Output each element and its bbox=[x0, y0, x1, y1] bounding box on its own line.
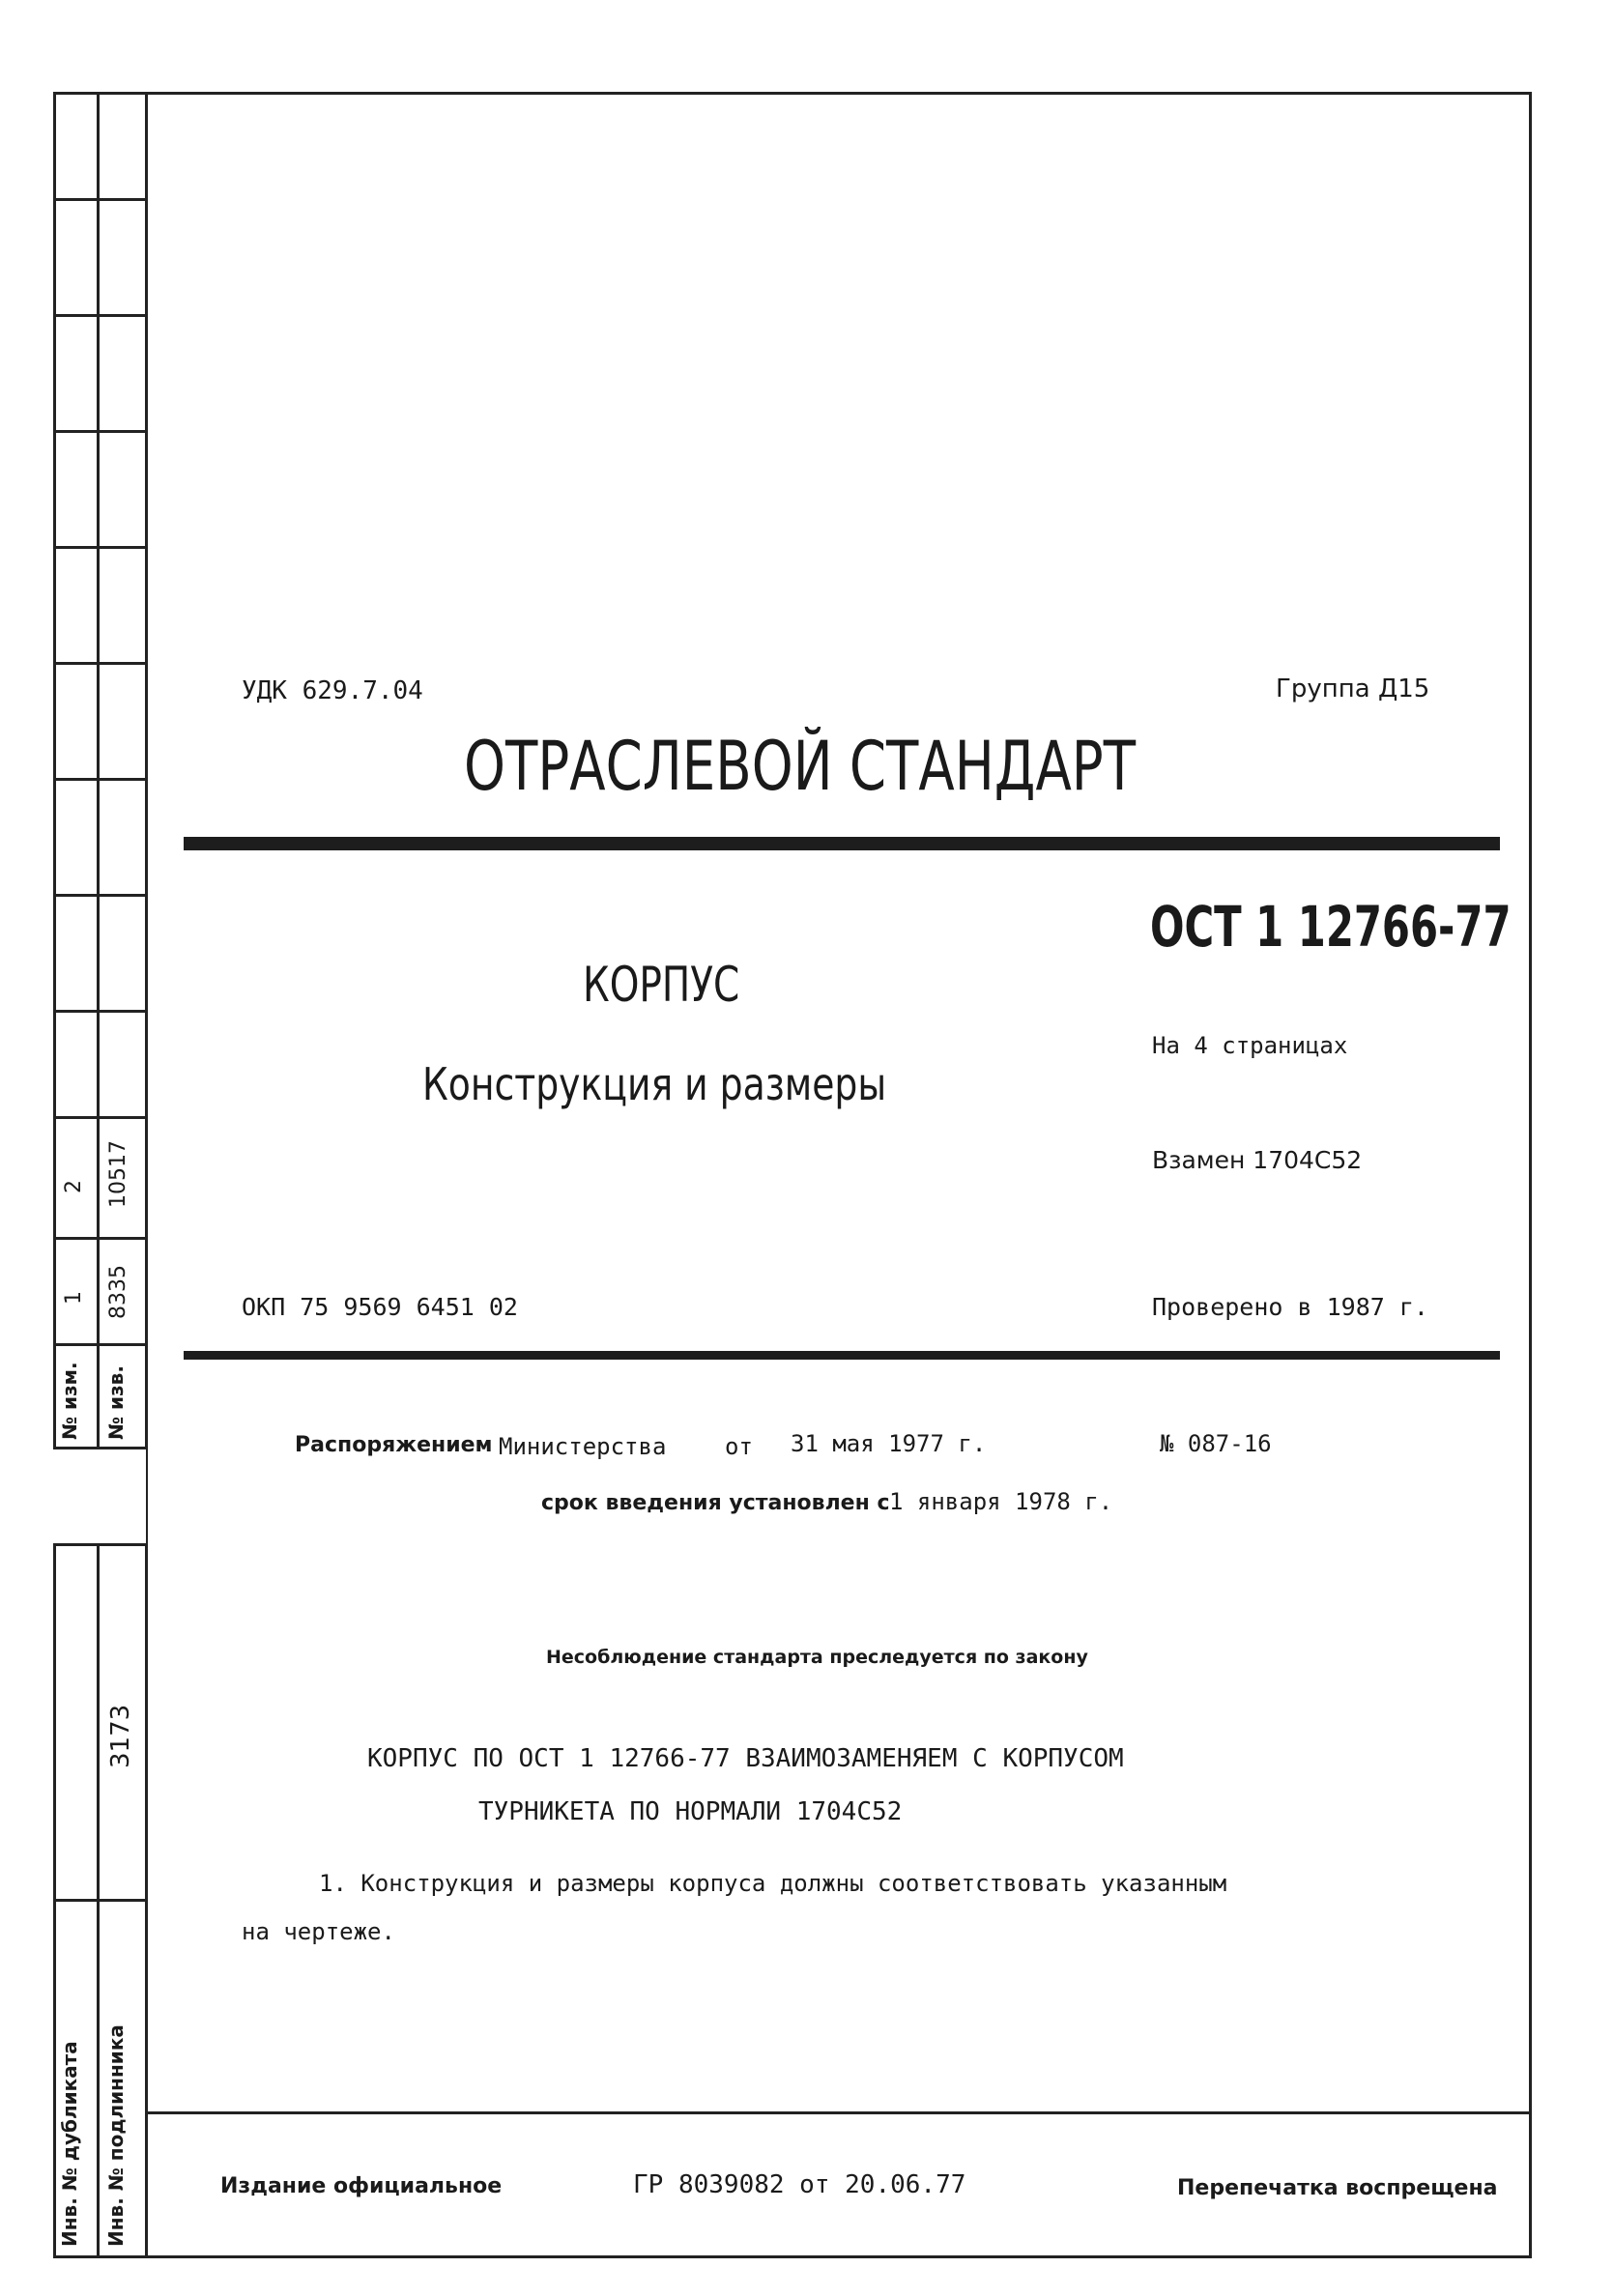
footer-rule bbox=[146, 2111, 1532, 2114]
sidebar-rule bbox=[53, 1116, 146, 1119]
subject-subtitle: Конструкция и размеры bbox=[422, 1058, 887, 1110]
edition-label: Издание официальное bbox=[220, 2174, 503, 2198]
replaces-norm: Взамен 1704С52 bbox=[1152, 1146, 1363, 1174]
gr-registration: ГР 8039082 от 20.06.77 bbox=[633, 2170, 966, 2199]
sidebar-rule bbox=[53, 1899, 146, 1902]
sidebar-rule bbox=[53, 1010, 146, 1013]
standard-number: ОСТ 1 12766-77 bbox=[1150, 894, 1512, 960]
interchange-line-1: КОРПУС ПО ОСТ 1 12766-77 ВЗАИМОЗАМЕНЯЕМ С КОРПУСОМ bbox=[367, 1744, 1124, 1773]
change-no-2: 2 bbox=[62, 1180, 86, 1193]
checked-year: Проверено в 1987 г. bbox=[1152, 1293, 1428, 1321]
group-code: Группа Д15 bbox=[1276, 674, 1430, 703]
pages-count: На 4 страницах bbox=[1152, 1032, 1348, 1059]
order-ministry: Министерства bbox=[499, 1433, 667, 1460]
interchange-line-2: ТУРНИКЕТА ПО НОРМАЛИ 1704С52 bbox=[478, 1797, 903, 1826]
sidebar-rule bbox=[53, 1237, 146, 1240]
label-duplicate-inv: Инв. № дубликата bbox=[58, 2041, 81, 2247]
sidebar-border bbox=[145, 92, 148, 2258]
sidebar-rule bbox=[53, 894, 146, 897]
law-notice: Несоблюдение стандарта преследуется по закону bbox=[546, 1647, 1088, 1668]
notice-no-10517: 10517 bbox=[106, 1140, 130, 1208]
title-rule bbox=[184, 837, 1500, 850]
subject-title: КОРПУС bbox=[583, 957, 740, 1013]
order-number: № 087-16 bbox=[1160, 1430, 1272, 1457]
sidebar-rule bbox=[53, 314, 146, 317]
sidebar-rule bbox=[53, 1543, 146, 1546]
order-decree: Распоряжением bbox=[295, 1433, 493, 1457]
effective-date: 1 января 1978 г. bbox=[889, 1488, 1113, 1515]
label-notice-no: № изв. bbox=[104, 1365, 128, 1440]
okp-code: ОКП 75 9569 6451 02 bbox=[242, 1293, 518, 1321]
change-no-1: 1 bbox=[62, 1291, 86, 1305]
effective-label: срок введения установлен с bbox=[541, 1491, 890, 1515]
order-from: от bbox=[725, 1433, 753, 1460]
udk-code: УДК 629.7.04 bbox=[242, 676, 423, 705]
sidebar-rule bbox=[53, 662, 146, 665]
sidebar-rule bbox=[53, 430, 146, 433]
section-rule bbox=[184, 1351, 1500, 1360]
notice-no-8335: 8335 bbox=[106, 1265, 130, 1319]
document-title: ОТРАСЛЕВОЙ СТАНДАРТ bbox=[464, 727, 1137, 806]
sidebar-rule bbox=[53, 1343, 146, 1346]
label-original-inv: Инв. № подлинника bbox=[104, 2024, 128, 2247]
sidebar-rule bbox=[53, 198, 146, 201]
sidebar-column-divider bbox=[97, 92, 100, 1447]
reprint-notice: Перепечатка воспрещена bbox=[1177, 2176, 1498, 2200]
order-date: 31 мая 1977 г. bbox=[791, 1430, 987, 1457]
clause-1-line-1: 1. Конструкция и размеры корпуса должны соответствовать указанным bbox=[319, 1870, 1227, 1897]
clause-1-line-2: на чертеже. bbox=[242, 1918, 395, 1945]
sidebar-gap bbox=[53, 1449, 146, 1543]
sidebar-rule bbox=[53, 778, 146, 781]
sidebar-rule bbox=[53, 546, 146, 549]
label-change-no: № изм. bbox=[58, 1362, 81, 1440]
duplicate-number: 3173 bbox=[106, 1704, 135, 1768]
